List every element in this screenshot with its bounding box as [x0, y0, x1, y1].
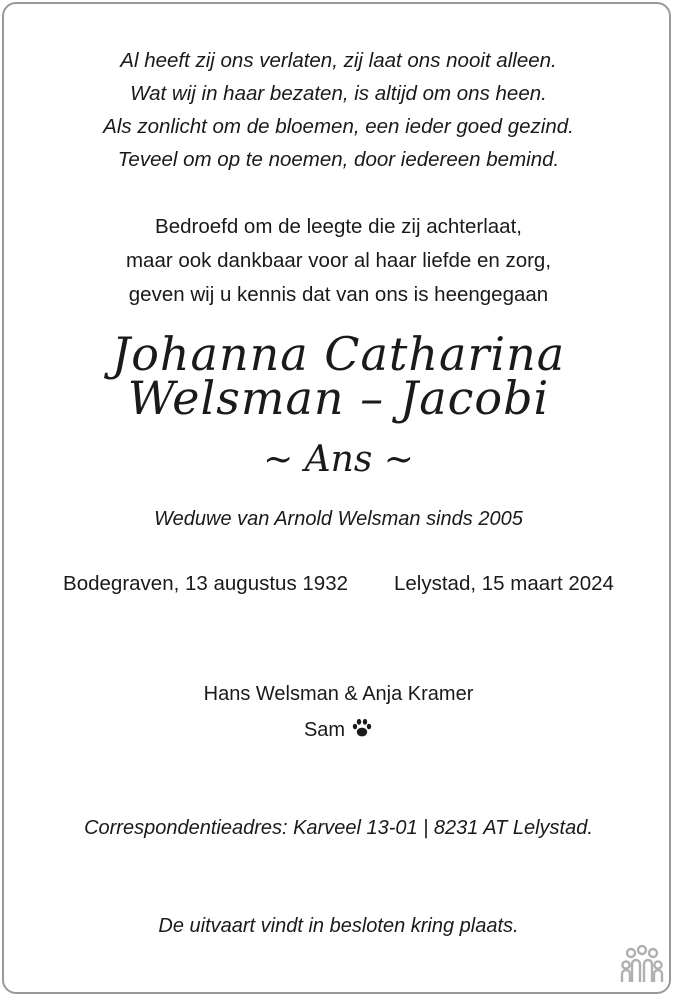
deceased-name-last: Welsman – Jacobi	[127, 371, 550, 425]
deceased-nickname: ~ Ans ~	[263, 439, 414, 480]
widow-line: Weduwe van Arnold Welsman sinds 2005	[154, 508, 523, 530]
correspondence-address: Correspondentieadres: Karveel 13-01 | 8231 AT Lelystad.	[84, 817, 593, 839]
poem-line: Als zonlicht om de bloemen, een ieder goed gezind.	[103, 115, 574, 138]
announcement-intro	[0, 210, 677, 312]
intro-line: Bedroefd om de leegte die zij achterlaat,	[155, 215, 522, 238]
intro-line: maar ook dankbaar voor al haar liefde en zorg,	[125, 249, 552, 272]
paw-icon	[351, 715, 373, 751]
family-pet	[0, 712, 677, 751]
death-date: Lelystad, 15 maart 2024	[394, 572, 614, 595]
deceased-name	[0, 327, 677, 425]
family-names: Hans Welsman & Anja Kramer	[203, 683, 474, 705]
intro-line: geven wij u kennis dat van ons is heengegaan	[128, 283, 549, 306]
family-signatures	[0, 676, 677, 751]
poem-line: Teveel om op te noemen, door iedereen bemind.	[117, 148, 560, 171]
poem	[0, 44, 677, 176]
life-dates	[0, 570, 677, 598]
people-group-icon	[618, 944, 666, 991]
deceased-name-first: Johanna Catharina	[111, 327, 566, 381]
funeral-note: De uitvaart vindt in besloten kring plaats.	[158, 915, 519, 937]
pet-name: Sam	[303, 719, 346, 741]
birth-date: Bodegraven, 13 augustus 1932	[63, 572, 348, 595]
poem-line: Wat wij in haar bezaten, is altijd om ons heen.	[130, 82, 547, 105]
poem-line: Al heeft zij ons verlaten, zij laat ons nooit alleen.	[120, 49, 557, 72]
